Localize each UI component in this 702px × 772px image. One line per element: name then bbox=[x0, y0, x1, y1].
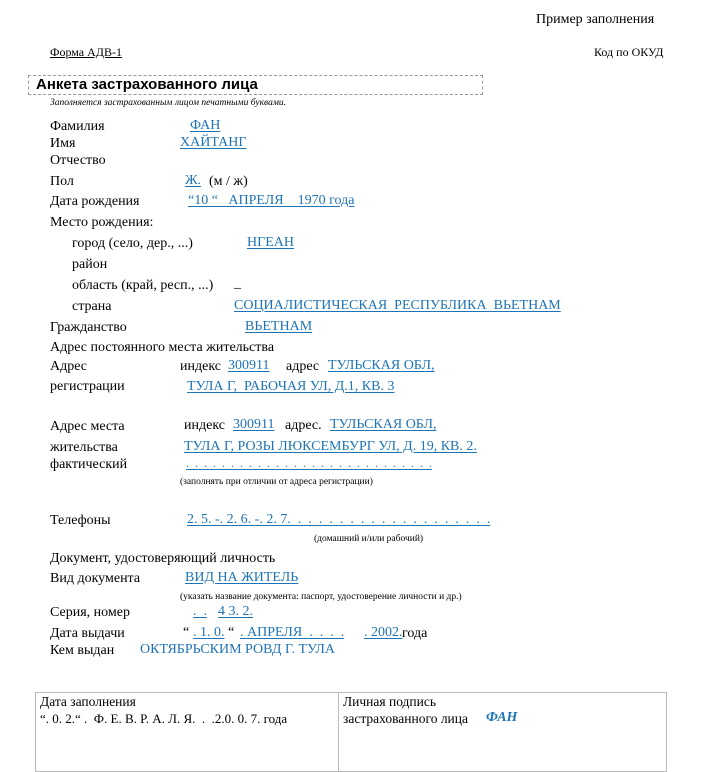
reg-index-label: индекс bbox=[180, 359, 221, 374]
number-value[interactable]: 4 3. 2. bbox=[218, 604, 253, 619]
fill-date-value[interactable]: “. 0. 2.“ . Ф. Е. В. Р. А. Л. Я. . .2.0. 0. 7. года bbox=[40, 711, 288, 726]
country-label: страна bbox=[72, 299, 112, 314]
fact-index-label: индекс bbox=[184, 418, 225, 433]
id-doc-label: Документ, удостоверяющий личность bbox=[50, 551, 276, 566]
perm-address-label: Адрес постоянного места жительства bbox=[50, 340, 275, 355]
form-label: Форма АДВ-1 bbox=[50, 45, 122, 59]
page-title: Анкета застрахованного лица bbox=[36, 76, 258, 93]
fact-index-value[interactable]: 300911 bbox=[233, 417, 275, 432]
surname-label: Фамилия bbox=[50, 119, 105, 134]
reg-address-line-2[interactable]: ТУЛА Г, РАБОЧАЯ УЛ, Д.1, КВ. 3 bbox=[187, 379, 395, 394]
fact-address-line-2[interactable]: ТУЛА Г, РОЗЫ ЛЮКСЕМБУРГ УЛ, Д. 19, КВ. 2. bbox=[184, 439, 477, 454]
name-label: Имя bbox=[50, 136, 76, 151]
fact-address-label: адрес. bbox=[285, 418, 322, 433]
reg-label-2: регистрации bbox=[50, 379, 125, 394]
footer-table bbox=[35, 692, 667, 772]
reg-label-1: Адрес bbox=[50, 359, 88, 374]
fact-address-line-1[interactable]: ТУЛЬСКАЯ ОБЛ, bbox=[330, 417, 437, 432]
issue-day-value[interactable]: . 1. 0. bbox=[193, 625, 225, 640]
issue-month-value[interactable]: . АПРЕЛЯ . . . . bbox=[240, 625, 345, 640]
series-label: Серия, номер bbox=[50, 605, 130, 620]
birth-date-label: Дата рождения bbox=[50, 194, 140, 209]
district-label: район bbox=[72, 257, 108, 272]
fill-date-label: Дата заполнения bbox=[40, 694, 136, 709]
signature-label-2: застрахованного лица bbox=[343, 711, 469, 726]
issue-date-label: Дата выдачи bbox=[50, 626, 125, 641]
title-box bbox=[28, 75, 483, 95]
reg-address-label: адрес bbox=[286, 359, 320, 374]
issue-year-suffix: года bbox=[402, 626, 428, 641]
doc-type-label: Вид документа bbox=[50, 571, 141, 586]
issue-year-value[interactable]: . 2002. bbox=[364, 625, 403, 640]
signature-value[interactable]: ФАН bbox=[486, 710, 518, 725]
fact-address-line-3[interactable]: . . . . . . . . . . . . . . . . . . . . . . . . . . . . bbox=[186, 456, 432, 470]
sample-label: Пример заполнения bbox=[536, 12, 655, 27]
citizenship-label: Гражданство bbox=[50, 320, 127, 335]
fact-label-1: Адрес места bbox=[50, 419, 125, 434]
sex-label: Пол bbox=[50, 174, 74, 189]
city-label: город (село, дер., ...) bbox=[72, 236, 193, 251]
issued-by-value[interactable]: ОКТЯБРЬСКИМ РОВД Г. ТУЛА bbox=[140, 642, 335, 657]
fact-note: (заполнять при отличии от адреса регистрации) bbox=[180, 477, 373, 487]
region-value[interactable]: _ bbox=[234, 276, 241, 291]
series-value[interactable]: . . bbox=[193, 604, 207, 619]
doc-type-value[interactable]: ВИД НА ЖИТЕЛЬ bbox=[185, 570, 299, 585]
issue-close-quote: “ bbox=[228, 625, 235, 640]
phones-value[interactable]: 2. 5. -. 2. 6. -. 2. 7. . . . . . . . . . . . . . . . . . . . bbox=[187, 512, 491, 527]
country-value[interactable]: СОЦИАЛИСТИЧЕСКАЯ РЕСПУБЛИКА ВЬЕТНАМ bbox=[234, 298, 561, 313]
issued-by-label: Кем выдан bbox=[50, 643, 115, 658]
sex-value[interactable]: Ж. bbox=[185, 173, 202, 188]
form-subtitle: Заполняется застрахованным лицом печатными буквами. bbox=[50, 98, 287, 108]
name-value[interactable]: ХАЙТАНГ bbox=[180, 135, 247, 150]
citizenship-value[interactable]: ВЬЕТНАМ bbox=[245, 319, 313, 334]
patronymic-label: Отчество bbox=[50, 153, 106, 168]
signature-label-1: Личная подпись bbox=[343, 694, 437, 709]
birthplace-label: Место рождения: bbox=[50, 215, 154, 230]
fact-label-3: фактический bbox=[50, 457, 128, 472]
surname-value[interactable]: ФАН bbox=[190, 118, 221, 133]
phones-label: Телефоны bbox=[50, 513, 111, 528]
birth-date-value[interactable]: “10 “ АПРЕЛЯ 1970 года bbox=[188, 193, 355, 208]
city-value[interactable]: НГЕАН bbox=[247, 235, 294, 250]
okud-label: Код по ОКУД bbox=[594, 45, 664, 59]
phones-note: (домашний и/или рабочий) bbox=[314, 534, 424, 544]
reg-address-line-1[interactable]: ТУЛЬСКАЯ ОБЛ, bbox=[328, 358, 435, 373]
footer-divider bbox=[338, 693, 339, 771]
issue-open-quote: “ bbox=[183, 625, 190, 640]
sex-hint: (м / ж) bbox=[209, 174, 248, 189]
region-label: область (край, респ., ...) bbox=[72, 278, 214, 293]
doc-type-note: (указать название документа: паспорт, удостоверение личности и др.) bbox=[180, 592, 462, 602]
reg-index-value[interactable]: 300911 bbox=[228, 358, 270, 373]
fact-label-2: жительства bbox=[50, 440, 118, 455]
